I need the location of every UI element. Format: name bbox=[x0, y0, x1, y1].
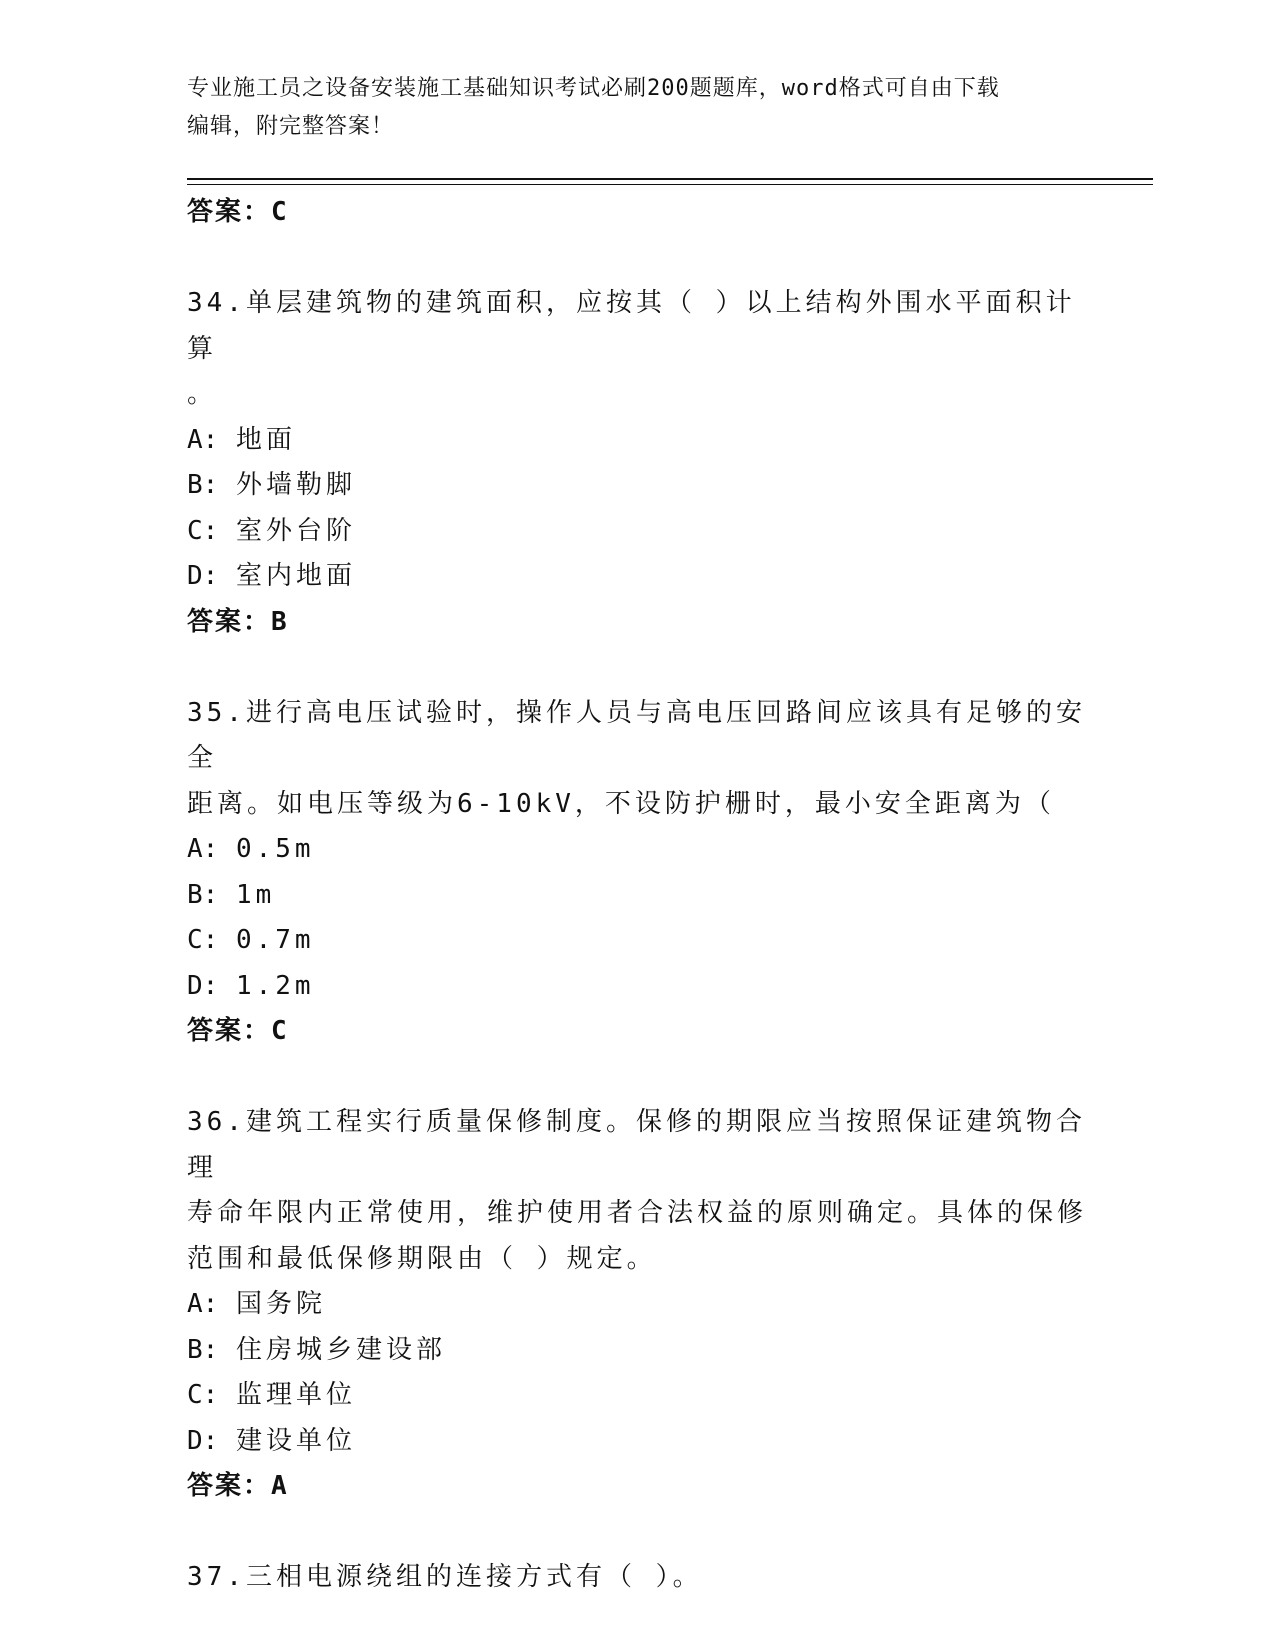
question-block bbox=[187, 1100, 1087, 1508]
option-letter: C: bbox=[187, 925, 219, 955]
header-divider-thick bbox=[187, 178, 1153, 180]
option-d bbox=[187, 1419, 1087, 1465]
option-text: 室内地面 bbox=[235, 561, 356, 591]
question-line: 。 bbox=[187, 379, 218, 409]
question-line: 34.单层建筑物的建筑面积，应按其（ ）以上结构外围水平面积计算 bbox=[187, 288, 1076, 364]
answer-line: 答案：C bbox=[187, 1016, 289, 1046]
option-letter: D: bbox=[187, 970, 219, 1001]
option-d bbox=[187, 554, 1087, 600]
option-text: 室外台阶 bbox=[235, 515, 356, 546]
question-text bbox=[187, 691, 1087, 828]
option-text: 地面 bbox=[235, 424, 296, 455]
option-letter: A: bbox=[187, 834, 219, 864]
option-a bbox=[187, 418, 1087, 464]
option-letter: A: bbox=[187, 1289, 219, 1319]
question-text bbox=[187, 281, 1087, 418]
header-line: 专业施工员之设备安装施工基础知识考试必刷200题题库，word格式可自由下载 bbox=[187, 76, 1000, 101]
option-letter: A: bbox=[187, 424, 219, 455]
option-b bbox=[187, 463, 1087, 509]
question-list bbox=[187, 190, 1087, 1601]
option-text: 0.7m bbox=[235, 925, 315, 955]
option-d bbox=[187, 964, 1087, 1010]
option-letter: C: bbox=[187, 515, 219, 546]
option-text: 住房城乡建设部 bbox=[235, 1334, 446, 1365]
question-line: 37.三相电源绕组的连接方式有（ ）。 bbox=[187, 1562, 703, 1592]
question-line: 范围和最低保修期限由（ ）规定。 bbox=[187, 1243, 657, 1274]
question-line: 距离。如电压等级为6-10kV，不设防护栅时，最小安全距离为（ bbox=[187, 788, 1055, 819]
option-letter: B: bbox=[187, 879, 219, 910]
question-text bbox=[187, 1100, 1087, 1282]
option-c bbox=[187, 1373, 1087, 1419]
question-text bbox=[187, 1555, 1087, 1601]
question-line: 36.建筑工程实行质量保修制度。保修的期限应当按照保证建筑物合理 bbox=[187, 1107, 1086, 1183]
answer-line: 答案：B bbox=[187, 606, 289, 637]
question-block bbox=[187, 1555, 1087, 1601]
question-line: 35.进行高电压试验时，操作人员与高电压回路间应该具有足够的安全 bbox=[187, 697, 1086, 773]
option-letter: D: bbox=[187, 1425, 219, 1456]
question-line: 寿命年限内正常使用，维护使用者合法权益的原则确定。具体的保修 bbox=[187, 1198, 1088, 1228]
option-text: 建设单位 bbox=[235, 1425, 356, 1456]
option-letter: C: bbox=[187, 1380, 219, 1410]
answer-line: 答案：A bbox=[187, 1471, 289, 1501]
option-letter: B: bbox=[187, 470, 219, 500]
option-text: 监理单位 bbox=[235, 1380, 356, 1410]
option-a bbox=[187, 1282, 1087, 1328]
question-block bbox=[187, 281, 1087, 644]
option-text: 1m bbox=[235, 879, 276, 910]
document-header bbox=[187, 70, 1077, 146]
header-line: 编辑，附完整答案！ bbox=[187, 114, 395, 139]
option-text: 0.5m bbox=[235, 834, 315, 864]
option-c bbox=[187, 509, 1087, 555]
option-a bbox=[187, 827, 1087, 873]
option-b bbox=[187, 873, 1087, 919]
option-text: 1.2m bbox=[235, 970, 315, 1001]
option-text: 外墙勒脚 bbox=[235, 470, 356, 500]
question-block bbox=[187, 691, 1087, 1054]
option-letter: B: bbox=[187, 1334, 219, 1365]
option-b bbox=[187, 1328, 1087, 1374]
answer-line: 答案：C bbox=[187, 197, 289, 227]
option-letter: D: bbox=[187, 561, 219, 591]
option-c bbox=[187, 918, 1087, 964]
option-text: 国务院 bbox=[235, 1289, 326, 1319]
header-divider-thin bbox=[187, 184, 1153, 185]
